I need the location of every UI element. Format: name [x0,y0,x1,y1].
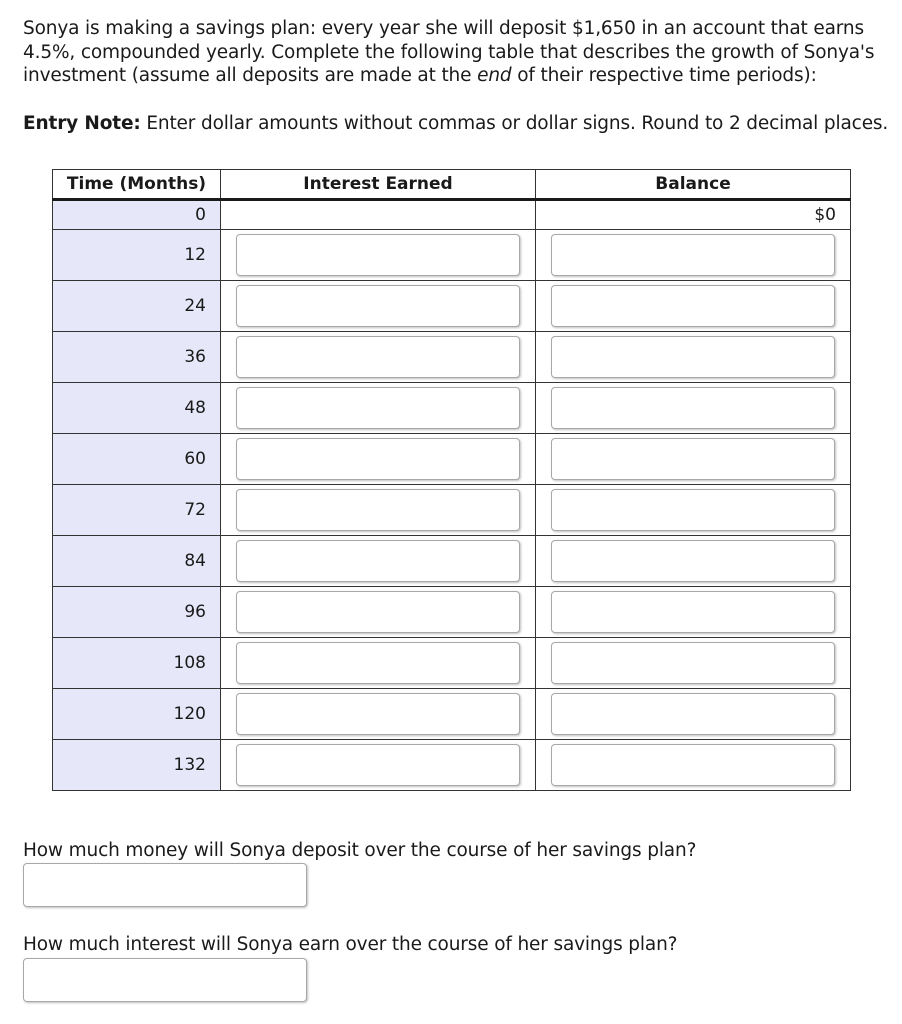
table-row [53,689,851,740]
total-deposit-input[interactable] [23,863,307,907]
table-row [53,587,851,638]
table-row [53,281,851,332]
interest-input[interactable] [236,591,520,633]
table-row [53,740,851,791]
table-row [53,383,851,434]
balance-input[interactable] [551,744,835,786]
table-header-row [53,170,851,200]
interest-cell [221,332,536,383]
interest-input[interactable] [236,693,520,735]
interest-input[interactable] [236,489,520,531]
total-interest-input[interactable] [23,958,307,1002]
table-row [53,638,851,689]
balance-input[interactable] [551,438,835,480]
interest-input[interactable] [236,387,520,429]
interest-cell [221,587,536,638]
balance-input[interactable] [551,234,835,276]
time-cell: 60 [53,434,221,485]
interest-cell [221,536,536,587]
interest-input[interactable] [236,285,520,327]
time-cell: 84 [53,536,221,587]
time-cell: 48 [53,383,221,434]
interest-input[interactable] [236,540,520,582]
question-total-interest: How much interest will Sonya earn over the course of her savings plan? [23,934,678,955]
balance-input[interactable] [551,387,835,429]
interest-cell [221,689,536,740]
entry-note [23,112,891,136]
interest-cell [221,230,536,281]
header-balance: Balance [536,170,851,200]
table-row [53,434,851,485]
balance-cell [536,689,851,740]
interest-cell [221,485,536,536]
interest-input[interactable] [236,438,520,480]
balance-cell [536,587,851,638]
balance-input[interactable] [551,540,835,582]
entry-note-text: Enter dollar amounts without commas or dollar signs. Round to 2 decimal places. [140,113,889,134]
question-total-deposit: How much money will Sonya deposit over the course of her savings plan? [23,840,697,861]
interest-cell-empty [221,200,536,230]
balance-input[interactable] [551,489,835,531]
interest-input[interactable] [236,744,520,786]
balance-input[interactable] [551,591,835,633]
time-cell: 12 [53,230,221,281]
balance-cell [536,434,851,485]
table-row [53,230,851,281]
problem-text-part1: Sonya is making a savings plan: every year she will deposit $1,650 in an account that earns 4.5%, compounded yearly. Complete the following table that describes the growth of Sonya's investment (assume all deposits are made at the [23,18,875,86]
time-cell: 36 [53,332,221,383]
time-cell: 108 [53,638,221,689]
time-cell: 132 [53,740,221,791]
table-row [53,332,851,383]
balance-cell [536,383,851,434]
time-cell: 24 [53,281,221,332]
balance-cell [536,485,851,536]
problem-text-part2: of their respective time periods): [511,65,817,86]
header-interest-earned: Interest Earned [221,170,536,200]
balance-input[interactable] [551,336,835,378]
table-row [53,485,851,536]
interest-input[interactable] [236,642,520,684]
balance-input[interactable] [551,642,835,684]
header-time-months: Time (Months) [53,170,221,200]
balance-cell-initial: $0 [536,200,851,230]
problem-text-emphasis: end [477,65,512,86]
balance-cell [536,332,851,383]
time-cell: 96 [53,587,221,638]
balance-cell [536,536,851,587]
time-cell: 0 [53,200,221,230]
balance-cell [536,638,851,689]
entry-note-label: Entry Note: [23,113,141,134]
interest-input[interactable] [236,336,520,378]
interest-cell [221,434,536,485]
interest-cell [221,638,536,689]
interest-cell [221,281,536,332]
interest-input[interactable] [236,234,520,276]
interest-cell [221,740,536,791]
interest-cell [221,383,536,434]
problem-statement [23,17,891,88]
table-row [53,536,851,587]
balance-cell [536,740,851,791]
growth-table [52,169,851,791]
time-cell: 72 [53,485,221,536]
balance-input[interactable] [551,285,835,327]
balance-input[interactable] [551,693,835,735]
time-cell: 120 [53,689,221,740]
balance-cell [536,230,851,281]
balance-cell [536,281,851,332]
table-row-initial [53,200,851,230]
